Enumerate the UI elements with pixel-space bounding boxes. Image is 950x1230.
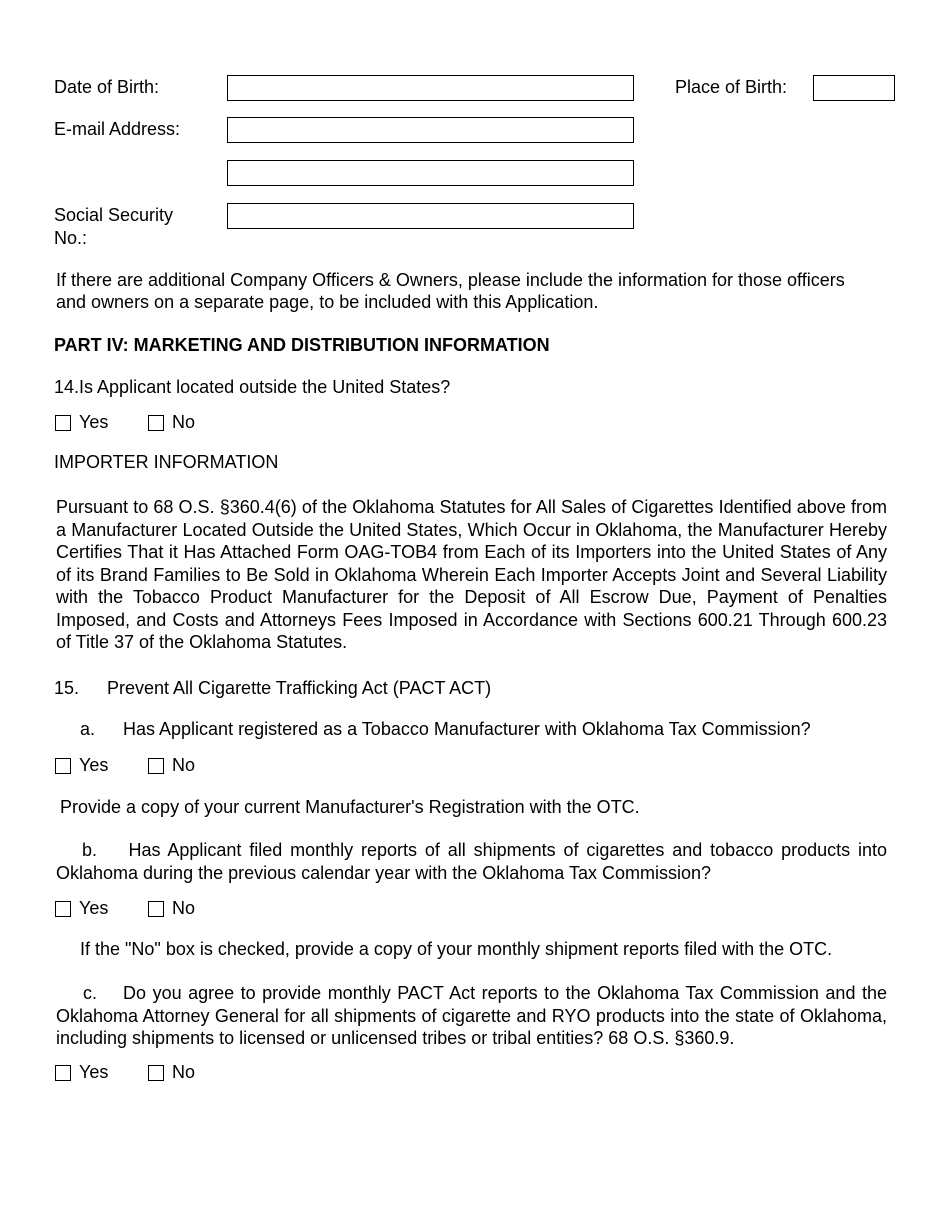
q15a-no-checkbox[interactable] — [148, 758, 164, 774]
q14-yes-checkbox[interactable] — [55, 415, 71, 431]
q15b-letter: b. — [82, 840, 98, 860]
place-of-birth-label: Place of Birth: — [675, 77, 788, 97]
q15c-no-label: No — [172, 1062, 196, 1082]
q15b-note: If the "No" box is checked, provide a copy of your monthly shipment reports filed with the OTC. — [80, 939, 833, 959]
ssn-label-line-1: Social Security — [54, 205, 174, 225]
q15a-no-label: No — [172, 755, 196, 775]
q15-title: Prevent All Cigarette Trafficking Act (PACT ACT) — [107, 678, 492, 698]
q15a-yes-label: Yes — [79, 755, 109, 775]
q15c-text: Do you agree to provide monthly PACT Act reports to the Oklahoma Tax Commission and the Oklahoma Attorney General for all shipments of cigarette and RYO products into the state of Oklahoma, including shipments to licensed or unlicensed tribes or tribal entities? 68 O.S. §360.9. — [56, 983, 887, 1048]
q15a-no-option[interactable] — [148, 755, 195, 776]
q15a-note: Provide a copy of your current Manufacturer's Registration with the OTC. — [60, 797, 640, 817]
place-of-birth-input[interactable] — [813, 75, 895, 101]
q15b-no-label: No — [172, 898, 196, 918]
q15b-yes-label: Yes — [79, 898, 109, 918]
q15c-yes-option[interactable] — [55, 1062, 108, 1083]
q14-no-label: No — [172, 412, 196, 432]
q14-yes-option[interactable] — [55, 412, 108, 433]
q14-yes-label: Yes — [79, 412, 109, 432]
q15b-question — [56, 839, 887, 884]
email-input-2[interactable] — [227, 160, 634, 186]
q15b-no-option[interactable] — [148, 898, 195, 919]
q14-question — [54, 377, 450, 398]
additional-officers-note-line-2: and owners on a separate page, to be included with this Application. — [56, 292, 599, 312]
q15c-no-option[interactable] — [148, 1062, 195, 1083]
q15a-yes-option[interactable] — [55, 755, 108, 776]
ssn-label-line-2: No.: — [54, 228, 88, 248]
q14-number: 14. — [54, 377, 80, 397]
q15c-yes-label: Yes — [79, 1062, 109, 1082]
q15c-no-checkbox[interactable] — [148, 1065, 164, 1081]
q14-no-option[interactable] — [148, 412, 195, 433]
q15a-options — [55, 755, 355, 777]
q15a-letter: a. — [80, 719, 96, 739]
q15c-options — [55, 1062, 355, 1084]
importer-paragraph: Pursuant to 68 O.S. §360.4(6) of the Oklahoma Statutes for All Sales of Cigarettes Identified above from a Manufacturer Located Outside the United States, Which Occur in Oklahoma, the Manufacturer Hereby Certifies That it Has Attached Form OAG-TOB4 from Each of its Importers into the United States of Any of its Brand Families to Be Sold in Oklahoma Wherein Each Importer Accepts Joint and Several Liability with the Tobacco Product Manufacturer for the Deposit of All Escrow Due, Payment of Penalties Imposed, and Costs and Attorneys Fees Imposed in Accordance with Sections 600.21 Through 600.23 of Title 37 of the Oklahoma Statutes. — [56, 497, 887, 652]
additional-officers-note-line-1: If there are additional Company Officers & Owners, please include the information for those officers — [56, 270, 845, 290]
q15c-question — [56, 982, 887, 1050]
q15b-no-checkbox[interactable] — [148, 901, 164, 917]
ssn-input[interactable] — [227, 203, 634, 229]
q15a-yes-checkbox[interactable] — [55, 758, 71, 774]
q14-options — [55, 412, 355, 434]
q15a-question — [80, 719, 811, 740]
q15a-text: Has Applicant registered as a Tobacco Manufacturer with Oklahoma Tax Commission? — [123, 719, 811, 739]
email-label: E-mail Address: — [54, 119, 181, 139]
q15b-yes-checkbox[interactable] — [55, 901, 71, 917]
q14-text: Is Applicant located outside the United States? — [79, 377, 451, 397]
q14-no-checkbox[interactable] — [148, 415, 164, 431]
q15b-yes-option[interactable] — [55, 898, 108, 919]
q15b-text: Has Applicant filed monthly reports of all shipments of cigarettes and tobacco products into Oklahoma during the previous calendar year with the Oklahoma Tax Commission? — [56, 840, 887, 883]
part-iv-heading: PART IV: MARKETING AND DISTRIBUTION INFORMATION — [54, 335, 550, 355]
q15b-options — [55, 898, 355, 920]
q15c-letter: c. — [83, 983, 98, 1003]
q15-heading — [54, 678, 492, 699]
q15c-yes-checkbox[interactable] — [55, 1065, 71, 1081]
date-of-birth-label: Date of Birth: — [54, 77, 160, 97]
date-of-birth-input[interactable] — [227, 75, 634, 101]
importer-heading: IMPORTER INFORMATION — [54, 452, 279, 472]
q15-number: 15. — [54, 678, 80, 698]
email-input[interactable] — [227, 117, 634, 143]
